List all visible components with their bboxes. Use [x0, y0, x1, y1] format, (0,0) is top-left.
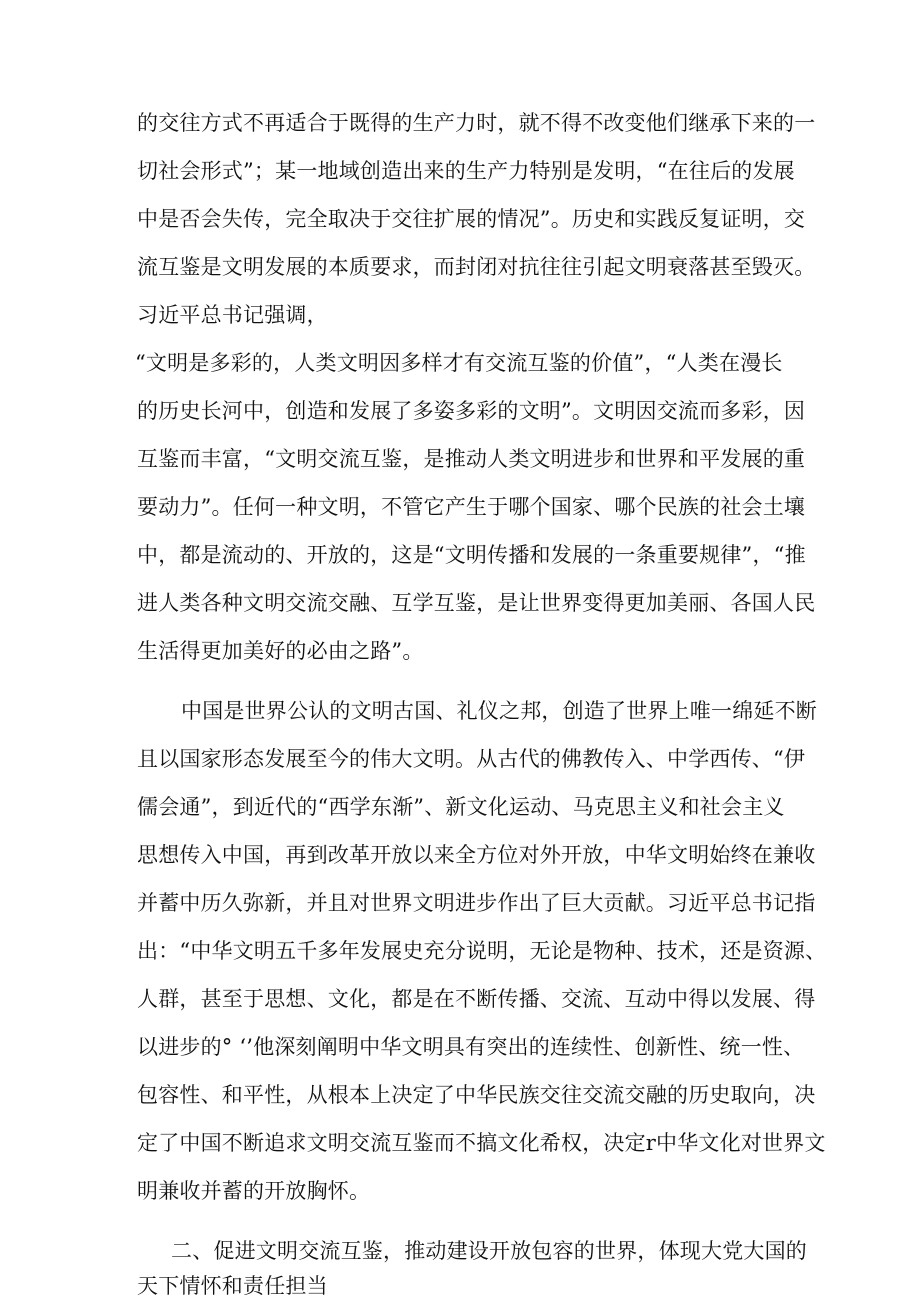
- text-line: 明兼收并蓄的开放胸怀。: [137, 1179, 371, 1203]
- text-line: 且以国家形态发展至今的伟大文明。从古代的佛教传入、中学西传、“伊: [137, 747, 806, 771]
- text-line: 习近平总书记强调，: [137, 303, 328, 327]
- text-line: 切社会形式”；某一地域创造出来的生产力特别是发明，“在往后的发展: [137, 159, 795, 183]
- text-line: 生活得更加美好的必由之路”。: [137, 639, 424, 663]
- text-line: 的交往方式不再适合于既得的生产力时，就不得不改变他们继承下来的一: [137, 111, 816, 135]
- text-line: 中是否会失传，完全取决于交往扩展的情况”。历史和实践反复证明，交: [137, 207, 806, 231]
- text-line: 包容性、和平性，从根本上决定了中华民族交往交流交融的历史取向，决: [137, 1083, 816, 1107]
- text-line: 进人类各种文明交流交融、互学互鉴，是让世界变得更加美丽、各国人民: [137, 591, 816, 615]
- text-line: 人群，甚至于思想、文化，都是在不断传播、交流、互动中得以发展、得: [137, 987, 816, 1011]
- section-heading-cont: 天下情怀和责任担当: [137, 1274, 328, 1298]
- text-line: 儒会通”，到近代的“西学东渐”、新文化运动、马克思主义和社会主义: [137, 795, 785, 819]
- text-line: 流互鉴是文明发展的本质要求，而封闭对抗往往引起文明衰落甚至毁灭。: [137, 255, 816, 279]
- text-line: 出：“中华文明五千多年发展史充分说明，无论是物种、技术，还是资源、: [137, 939, 827, 963]
- text-line: 定了中国不断追求文明交流互鉴而不搞文化希权，决定r中华文化对世界文: [137, 1131, 826, 1155]
- text-line: 要动力”。任何一种文明，不管它产生于哪个国家、哪个民族的社会土壤: [137, 495, 806, 519]
- text-line: 思想传入中国，再到改革开放以来全方位对外开放，中华文明始终在兼收: [137, 843, 816, 867]
- section-heading: 二、促进文明交流互鉴，推动建设开放包容的世界，体现大党大国的: [171, 1239, 807, 1263]
- text-line: 的历史长河中，创造和发展了多姿多彩的文明”。文明因交流而多彩，因: [137, 399, 806, 423]
- text-line: 互鉴而丰富，“文明交流互鉴，是推动人类文明进步和世界和平发展的重: [137, 447, 806, 471]
- text-line: “文明是多彩的，人类文明因多样才有交流互鉴的价值”，“人类在漫长: [135, 351, 783, 375]
- paragraph-first-line: 中国是世界公认的文明古国、礼仪之邦，创造了世界上唯一绵延不断: [181, 699, 817, 723]
- text-line: 并蓄中历久弥新，并且对世界文明进步作出了巨大贡献。习近平总书记指: [137, 891, 816, 915]
- text-line: 中，都是流动的、开放的，这是“文明传播和发展的一条重要规律”，“推: [137, 543, 806, 567]
- text-line: 以进步的° ‘’他深刻阐明中华文明具有突出的连续性、创新性、统一性、: [137, 1035, 805, 1059]
